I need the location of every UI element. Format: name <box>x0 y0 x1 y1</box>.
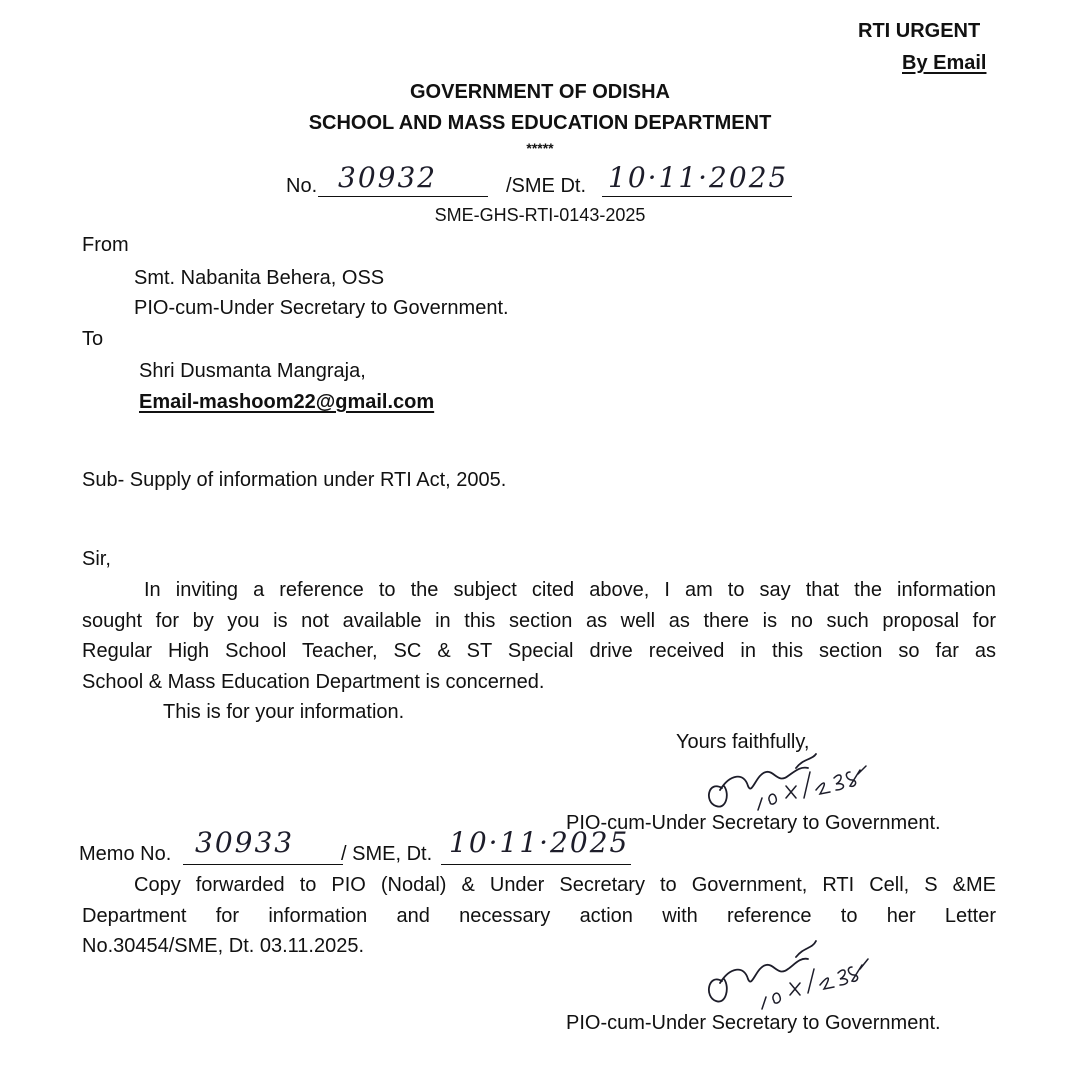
from-label: From <box>82 234 129 256</box>
handwritten-memo-date: 10·11·2025 <box>449 826 630 859</box>
memo-line: No.30454/SME, Dt. 03.11.2025. <box>82 935 365 957</box>
heading-stars: ***** <box>526 140 554 156</box>
to-label: To <box>82 328 104 350</box>
memo-signatory-designation: PIO-cum-Under Secretary to Government. <box>566 1012 941 1034</box>
memo-line: Copy forwarded to PIO (Nodal) & Under Secretary to Government, RTI Cell, S &ME <box>134 874 996 896</box>
memo-label: Memo No. <box>79 843 172 865</box>
memo-sme-date-label: / SME, Dt. <box>341 843 433 865</box>
memo-line: Department for information and necessary action with reference to her Letter <box>82 904 996 927</box>
rti-urgent-label: RTI URGENT <box>858 20 981 42</box>
closing-line: This is for your information. <box>163 701 405 723</box>
from-name: Smt. Nabanita Behera, OSS <box>134 267 385 289</box>
recipient-email[interactable]: Email-mashoom22@gmail.com <box>139 391 435 413</box>
file-code: SME-GHS-RTI-0143-2025 <box>434 205 646 225</box>
yours-faithfully: Yours faithfully, <box>676 731 810 753</box>
handwritten-signature <box>700 750 870 820</box>
by-email-label: By Email <box>902 52 987 74</box>
government-heading: GOVERNMENT OF ODISHA <box>409 81 670 103</box>
from-designation: PIO-cum-Under Secretary to Government. <box>134 297 509 319</box>
body-line: Regular High School Teacher, SC & ST Special drive received in this section so far as <box>82 640 996 662</box>
body-paragraph <box>82 575 996 697</box>
body-line: sought for by you is not available in this section as well as there is no such proposal for <box>82 609 996 632</box>
body-line: In inviting a reference to the subject cited above, I am to say that the information <box>144 579 996 601</box>
handwritten-signature-memo <box>700 935 870 1015</box>
handwritten-memo-number: 30933 <box>195 826 295 859</box>
handwritten-letter-date: 10·11·2025 <box>608 161 789 194</box>
number-label: No. <box>286 175 318 197</box>
salutation: Sir, <box>82 548 111 570</box>
sme-date-label: /SME Dt. <box>506 175 587 197</box>
body-line: School & Mass Education Department is concerned. <box>82 670 545 693</box>
subject-line: Sub- Supply of information under RTI Act, 2005. <box>82 469 507 491</box>
signatory-designation: PIO-cum-Under Secretary to Government. <box>566 812 941 834</box>
department-heading: SCHOOL AND MASS EDUCATION DEPARTMENT <box>308 112 772 134</box>
handwritten-letter-number: 30932 <box>338 161 438 194</box>
to-name: Shri Dusmanta Mangraja, <box>139 360 366 382</box>
